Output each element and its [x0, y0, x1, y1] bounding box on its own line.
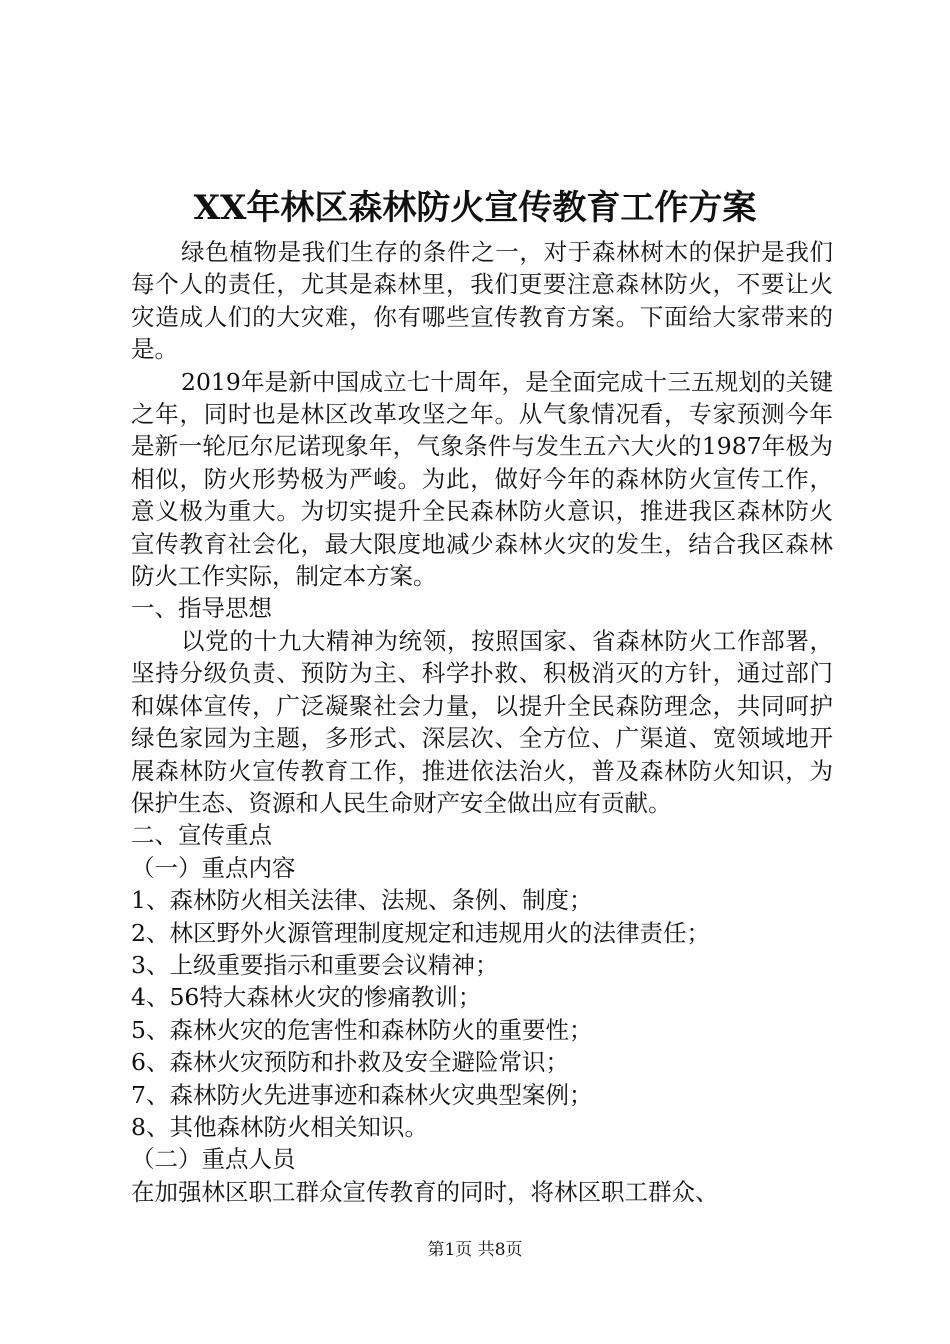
page-footer: 第1页 共8页 [427, 1240, 523, 1260]
section-heading-publicity-focus: 二、宣传重点 [131, 821, 272, 850]
document-body [131, 236, 833, 1208]
list-item: 2、林区野外火源管理制度规定和违规用火的法律责任； [131, 918, 710, 947]
guiding-ideology-paragraph: 以党的十九大精神为统领，按照国家、省森林防火工作部署，坚持分级负责、预防为主、科学扑救、积极消灭的方针，通过部门和媒体宣传，广泛凝聚社会力量，以提升全民森防理念，共同呵护绿色家园为主题，多形式、深层次、全方位、广渠道、宽领域地开展森林防火宣传教育工作，推进依法治火，普及森林防火知识，为保护生态、资源和人民生命财产安全做出应有贡献。 [131, 626, 833, 817]
list-item: 5、森林火灾的危害性和森林防火的重要性； [131, 1015, 593, 1044]
final-line: 在加强林区职工群众宣传教育的同时，将林区职工群众、 [131, 1177, 719, 1206]
background-paragraph: 2019年是新中国成立七十周年，是全面完成十三五规划的关键之年，同时也是林区改革攻坚之年。从气象情况看，专家预测今年是新一轮厄尔尼诺现象年，气象条件与发生五六大火的1987年极为相似，防火形势极为严峻。为此，做好今年的森林防火宣传工作，意义极为重大。为切实提升全民森林防火意识，推进我区森林防火宣传教育社会化，最大限度地减少森林火灾的发生，结合我区森林防火工作实际，制定本方案。 [131, 367, 833, 591]
list-item: 1、森林防火相关法律、法规、条例、制度； [131, 886, 593, 915]
list-item: 3、上级重要指示和重要会议精神； [131, 950, 499, 979]
intro-paragraph: 绿色植物是我们生存的条件之一，对于森林树木的保护是我们每个人的责任，尤其是森林里，我们更要注意森林防火，不要让火灾造成人们的大灾难，你有哪些宣传教育方案。下面给大家带来的是。 [131, 238, 833, 364]
list-item: 8、其他森林防火相关知识。 [131, 1112, 428, 1141]
subsection-heading-key-personnel: （二）重点人员 [131, 1145, 296, 1174]
list-item: 7、森林防火先进事迹和森林火灾典型案例； [131, 1080, 593, 1109]
subsection-heading-key-content: （一）重点内容 [131, 853, 296, 882]
section-heading-guiding-ideology: 一、指导思想 [131, 594, 272, 623]
list-item: 6、森林火灾预防和扑救及安全避险常识； [131, 1048, 569, 1077]
list-item: 4、56特大森林火灾的惨痛教训； [131, 983, 482, 1012]
document-title: XX年林区森林防火宣传教育工作方案 [193, 188, 757, 228]
